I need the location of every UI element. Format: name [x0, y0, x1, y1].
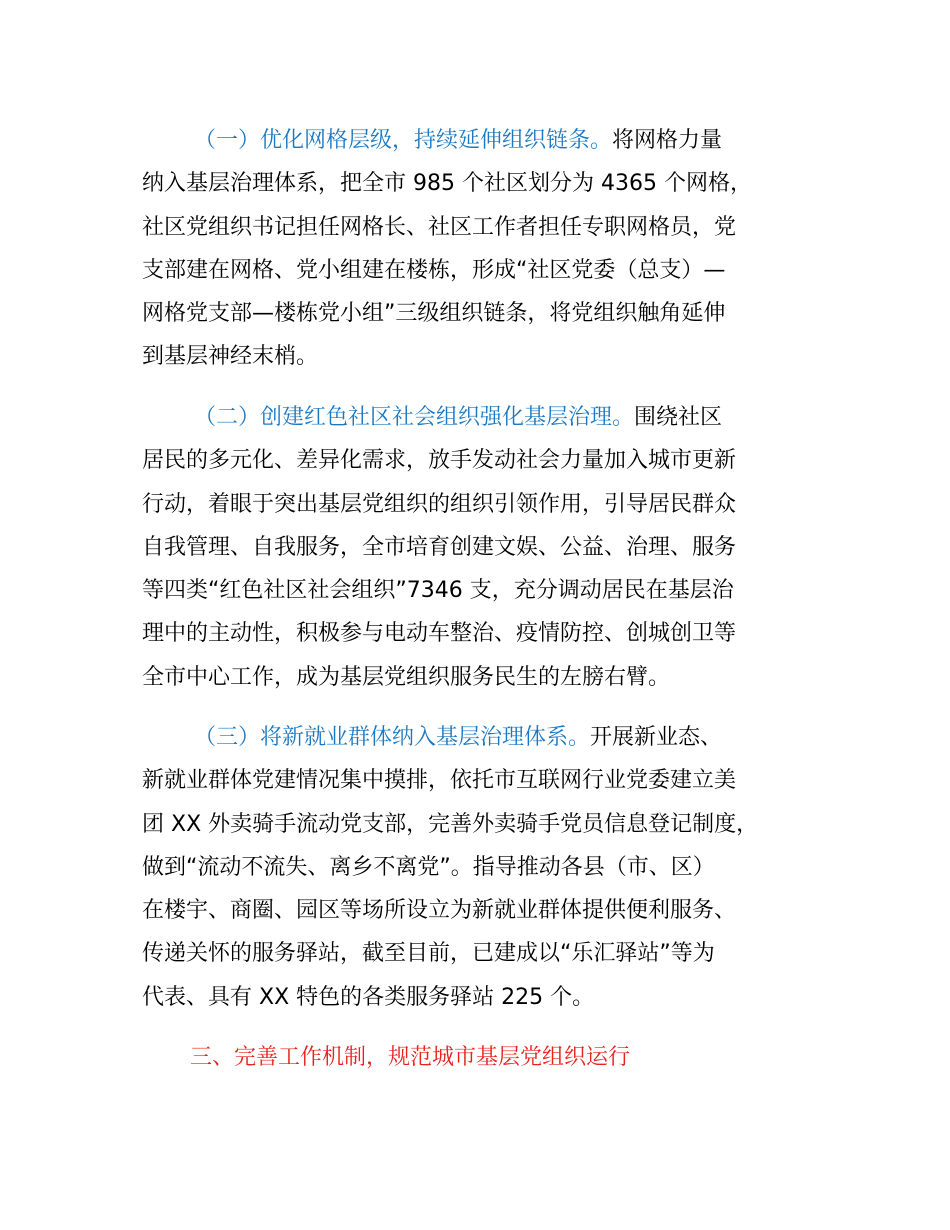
paragraph-line: 居民的多元化、差异化需求，放手发动社会力量加入城市更新 — [142, 448, 737, 474]
paragraph-text: 将网格力量 — [612, 128, 723, 153]
paragraph-2 — [142, 396, 822, 699]
section-heading: 三、完善工作机制，规范城市基层党组织运行 — [190, 1045, 631, 1070]
paragraph-line: 传递关怀的服务驿站，截至目前，已建成以“乐汇驿站”等为 — [142, 941, 715, 967]
paragraph-first-line — [142, 119, 822, 162]
paragraph-1 — [142, 119, 822, 379]
paragraph-line: 在楼宇、商圈、园区等场所设立为新就业群体提供便利服务、 — [142, 898, 737, 924]
paragraph-line: 新就业群体党建情况集中摸排，依托市互联网行业党委建立美 — [142, 768, 737, 794]
paragraph-heading: （二）创建红色社区社会组织强化基层治理。 — [194, 405, 635, 430]
paragraph-line: 支部建在网格、党小组建在楼栋，形成“社区党委（总支）— — [142, 257, 726, 283]
paragraph-3 — [142, 716, 822, 1019]
paragraph-heading: （三）将新就业群体纳入基层治理体系。 — [194, 725, 591, 750]
paragraph-text: 开展新业态、 — [590, 725, 723, 750]
paragraph-line: 社区党组织书记担任网格长、社区工作者担任专职网格员，党 — [142, 214, 737, 240]
paragraph-line: 代表、具有 XX 特色的各类服务驿站 225 个。 — [142, 984, 595, 1010]
paragraph-first-line — [142, 716, 822, 759]
paragraph-line: 理中的主动性，积极参与电动车整治、疫情防控、创城创卫等 — [142, 621, 737, 647]
paragraph-line: 纳入基层治理体系，把全市 985 个社区划分为 4365 个网格， — [142, 171, 752, 197]
paragraph-line: 全市中心工作，成为基层党组织服务民生的左膀右臂。 — [142, 664, 671, 690]
paragraph-line: 网格党支部—楼栋党小组”三级组织链条，将党组织触角延伸 — [142, 301, 726, 327]
paragraph-line: 行动，着眼于突出基层党组织的组织引领作用，引导居民群众 — [142, 491, 737, 517]
paragraph-line: 做到“流动不流失、离乡不离党”。指导推动各县（市、区） — [142, 854, 715, 880]
paragraph-heading: （一）优化网格层级，持续延伸组织链条。 — [194, 128, 613, 153]
paragraph-text: 围绕社区 — [634, 405, 723, 430]
paragraph-line: 到基层神经末梢。 — [142, 344, 319, 370]
paragraph-line: 自我管理、自我服务，全市培育创建文娱、公益、治理、服务 — [142, 534, 737, 560]
paragraph-line: 等四类“红色社区社会组织”7346 支，充分调动居民在基层治 — [142, 578, 734, 604]
paragraph-line: 团 XX 外卖骑手流动党支部，完善外卖骑手党员信息登记制度， — [142, 811, 759, 837]
paragraph-first-line — [142, 396, 822, 439]
